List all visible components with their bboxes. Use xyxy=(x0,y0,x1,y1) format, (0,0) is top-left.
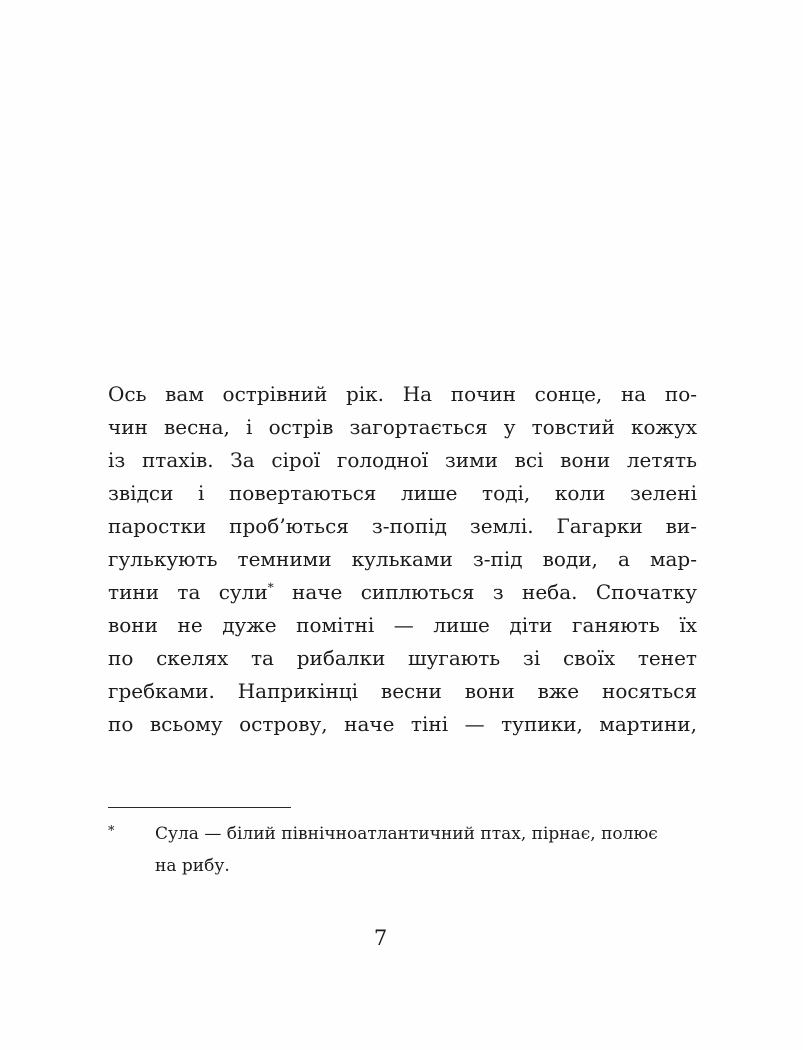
page-number: 7 xyxy=(373,926,388,950)
text-line: паростки проб’ються з-попід землі. Гагарки ви- xyxy=(108,514,697,538)
footnote-reference-marker: * xyxy=(267,580,274,595)
text-line: із птахів. За сірої голодної зими всі вони летять xyxy=(108,448,697,472)
text-line: вони не дуже помітні — лише діти ганяють їх xyxy=(108,613,697,637)
text-line-with-footnote-ref xyxy=(108,576,697,609)
body-paragraph xyxy=(108,378,697,741)
footnote-text xyxy=(155,818,728,882)
text-line: гулькують темними кульками з-під води, а мар- xyxy=(108,547,697,571)
text-line: по скелях та рибалки шугають зі своїх тенет xyxy=(108,646,697,670)
footnote-separator-rule xyxy=(108,807,291,808)
footnote-line: на рибу. xyxy=(155,856,230,876)
footnote-marker: * xyxy=(108,824,115,839)
text-line: звідси і повертаються лише тоді, коли зелені xyxy=(108,481,697,505)
text-line: Ось вам острівний рік. На почин сонце, на по- xyxy=(108,382,697,406)
text-segment: наче сиплються з неба. Спочатку xyxy=(273,580,697,604)
text-line: гребками. Наприкінці весни вони вже носяться xyxy=(108,679,697,703)
text-line: по всьому острову, наче тіні — тупики, мартини, xyxy=(108,712,697,736)
footnote-line: Сула — білий північноатлантичний птах, пірнає, полює xyxy=(155,824,658,844)
text-segment: тини та сули xyxy=(108,580,268,604)
footnote xyxy=(108,818,728,882)
text-line: чин весна, і острів загортається у товстий кожух xyxy=(108,415,697,439)
